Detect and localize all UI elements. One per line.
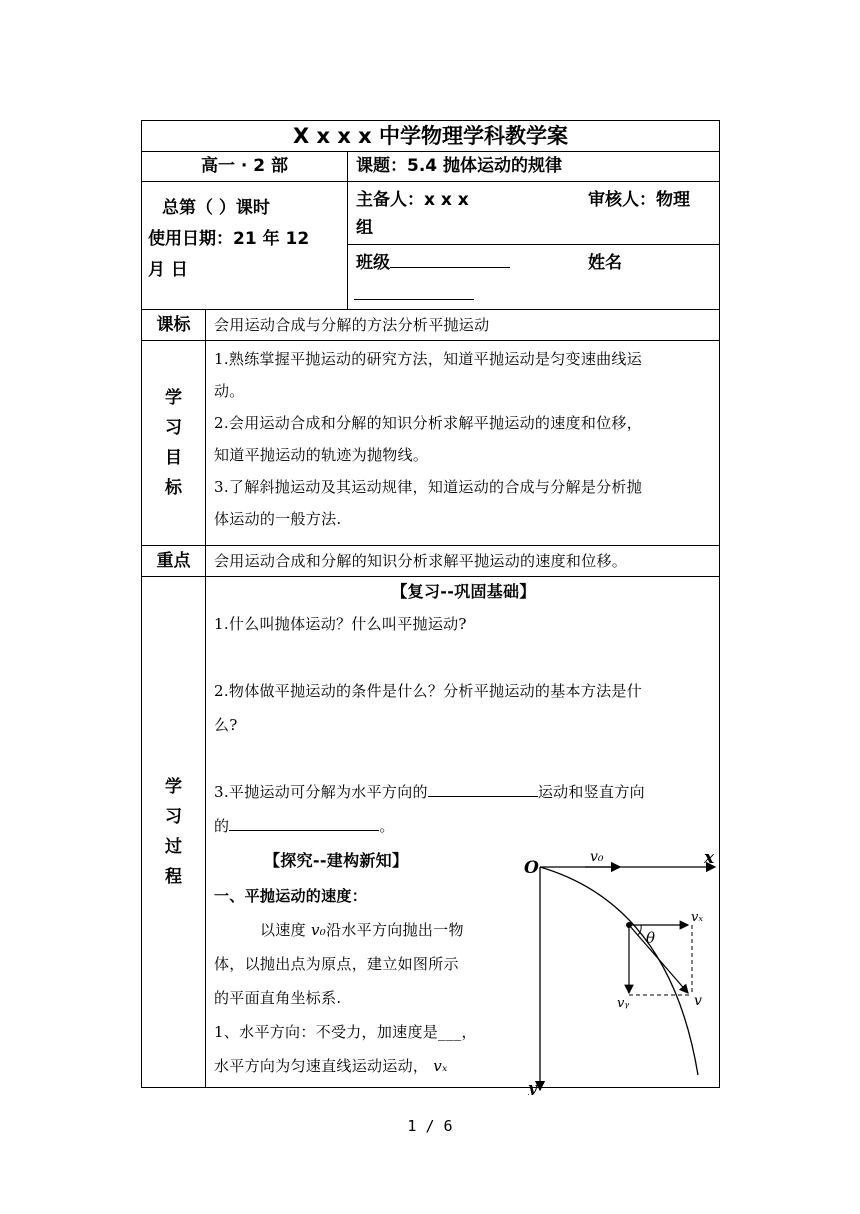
- v-arrow: [629, 925, 688, 993]
- lesson-count: 总第（ ）课时: [162, 198, 270, 218]
- lesson-info-cell: [142, 182, 348, 310]
- goals-label: 学 习 目 标: [142, 341, 206, 546]
- question-2: 2.物体做平抛运动的条件是什么？分析平抛运动的基本方法是什: [214, 682, 643, 700]
- v-label: v: [694, 993, 702, 1009]
- reviewer-cont: 组: [356, 218, 373, 238]
- projectile-velocity-diagram: [510, 845, 720, 1095]
- x-axis-label: x: [704, 848, 715, 868]
- usage-date-cont: 月 日: [148, 260, 188, 280]
- horizontal-item-cont: 水平方向为匀速直线运动运动， vₓ: [214, 1057, 448, 1075]
- grade-cell: 高一 · 2 部: [142, 152, 348, 182]
- class-name-cell: [348, 245, 720, 310]
- velocity-paragraph-line3: 的平面直角坐标系.: [214, 989, 342, 1007]
- theta-label: θ: [646, 929, 656, 947]
- velocity-subheading: 一、平抛运动的速度：: [214, 887, 368, 905]
- name-blank[interactable]: [354, 281, 474, 300]
- velocity-paragraph: 以速度 v₀沿水平方向抛出一物: [260, 921, 464, 939]
- question-3-cont: 的 。: [214, 809, 713, 843]
- vertical-motion-blank[interactable]: [229, 812, 379, 831]
- horizontal-motion-blank[interactable]: [428, 778, 538, 797]
- page-number: 1 / 6: [407, 1117, 453, 1135]
- goal-line: 2.会用运动合成和分解的知识分析求解平抛运动的速度和位移，: [214, 414, 643, 432]
- question-2-cont: 么?: [214, 716, 238, 734]
- vy-label: vᵧ: [617, 996, 630, 1011]
- y-axis-label: y: [528, 1079, 537, 1095]
- question-3: 3.平抛运动可分解为水平方向的 运动和竖直方向: [214, 775, 713, 809]
- goal-line: 动。: [214, 382, 245, 400]
- reviewer: 审核人：物理: [588, 190, 690, 210]
- goals-text: [206, 341, 720, 546]
- goal-line: 3.了解斜抛运动及其运动规律，知道运动的合成与分解是分析抛: [214, 478, 643, 496]
- vx-label: vₓ: [691, 910, 703, 925]
- goal-line: 体运动的一般方法.: [214, 510, 342, 528]
- class-blank[interactable]: [390, 249, 510, 268]
- goal-line: 知道平抛运动的轨迹为抛物线。: [214, 446, 429, 464]
- standard-text: 会用运动合成与分解的方法分析平抛运动: [206, 310, 720, 341]
- keypoint-text: 会用运动合成和分解的知识分析求解平抛运动的速度和位移。: [206, 546, 720, 577]
- question-1: 1.什么叫抛体运动？什么叫平抛运动?: [214, 615, 467, 633]
- origin-label: O: [524, 858, 539, 878]
- document-title: X x x x 中学物理学科教学案: [142, 121, 720, 152]
- preparer: 主备人：x x x: [356, 190, 469, 210]
- usage-date: 使用日期：21 年 12: [148, 229, 310, 249]
- velocity-paragraph-line2: 体，以抛出点为原点，建立如图所示: [214, 955, 459, 973]
- name-label: 姓名: [588, 253, 622, 273]
- horizontal-item: 1、水平方向：不受力，加速度是___，: [214, 1023, 477, 1041]
- goal-line: 1.熟练掌握平抛运动的研究方法，知道平抛运动是匀变速曲线运: [214, 350, 643, 368]
- explore-heading: 【探究--建构新知】: [264, 851, 409, 870]
- v0-label: v₀: [590, 849, 604, 865]
- trajectory-curve: [540, 867, 698, 1075]
- standard-label: 课标: [142, 310, 206, 341]
- review-heading: 【复习--巩固基础】: [391, 582, 536, 601]
- class-label: 班级: [356, 253, 390, 273]
- preparer-cell: [348, 182, 720, 245]
- topic-cell: 课题：5.4 抛体运动的规律: [348, 152, 720, 182]
- process-label: 学 习 过 程: [142, 577, 206, 1088]
- keypoint-label: 重点: [142, 546, 206, 577]
